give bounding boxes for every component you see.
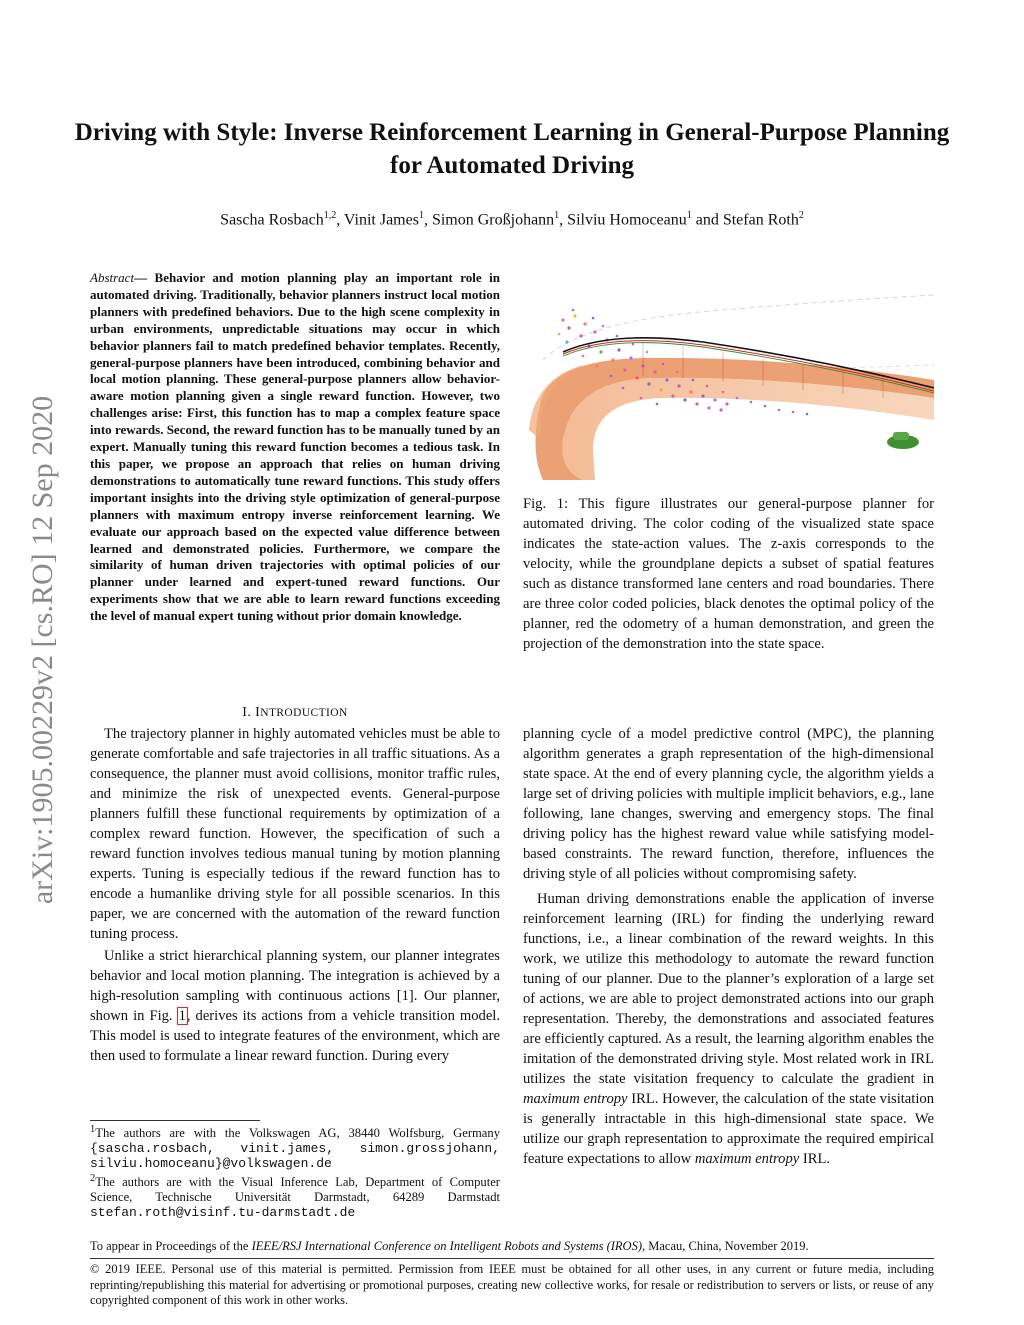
arxiv-sidebar bbox=[18, 330, 68, 970]
publication-notice: To appear in Proceedings of the IEEE/RSJ International Conference on Intelligent Robots and Systems (IROS), Macau, China, November 2019. bbox=[90, 1239, 809, 1253]
abstract bbox=[90, 270, 500, 625]
paragraph: Unlike a strict hierarchical planning system, our planner integrates behavior and local motion planning. The integration is achieved by a high-resolution sampling with continuous actions [1]. Our planner, shown in Fig. 1, derives its actions from a vehicle transition model. This model is used to integrate features of the environment, which are then used to formulate a linear reward function. During every bbox=[90, 948, 500, 1064]
author-list: Sascha Rosbach$^{1,2}$, Vinit James$^1$, Simon Großjohann$^1$, Silviu Homoceanu$^1$ and Stefan Roth$^2$ bbox=[220, 210, 804, 229]
abstract-label: Abstract bbox=[90, 270, 135, 285]
paragraph: planning cycle of a model predictive control (MPC), the planning algorithm generates a graph representation of the high-dimensional state space. At the end of every planning cycle, the algorithm yields a large set of driving policies with multiple implicit behaviors, e.g., lane following, lane changes, swerving and emergency stops. The final driving policy has the highest reward value while satisfying model-based constraints. The reward function, therefore, influences the driving style of all policies without compromising safety. bbox=[523, 726, 934, 882]
email-list: {sascha.rosbach, vinit.james, simon.grossjohann, silviu.homoceanu}@volkswagen.de bbox=[90, 1141, 500, 1172]
email: stefan.roth@visinf.tu-darmstadt.de bbox=[90, 1205, 356, 1221]
paragraph: The trajectory planner in highly automated vehicles must be able to generate comfortable and safe trajectories in all traffic situations. As a consequence, the planner must avoid collisions, monitor traffic rules, and minimize the risk of unexpected events. General-purpose planners fulfill these functional requirements by optimization of a complex reward function. However, the specification of such a reward function involves tedious manual tuning by motion planning experts. Tuning is especially tedious if the reward function has to encode a humanlike driving style for all possible scenarios. In this paper, we are concerned with the automation of the reward function tuning process. bbox=[90, 726, 500, 942]
figure-1-state-space-visualization bbox=[523, 280, 934, 480]
footnotes bbox=[90, 1122, 500, 1220]
road-surface-inner bbox=[562, 378, 934, 480]
footnote: $^1$The authors are with the Volkswagen AG, 38440 Wolfsburg, Germany {sascha.rosbach, vinit.james, simon.grossjohann, silviu.homoceanu}@volkswagen.de bbox=[90, 1124, 500, 1172]
right-column-body bbox=[523, 724, 934, 1169]
figure-1-caption: Fig. 1: This figure illustrates our general-purpose planner for automated driving. The color coding of the visualized state space indicates the state-action values. The z-axis corresponds to the velocity, while the groundplane depicts a subset of spatial features such as distance transformed lane centers and road boundaries. There are three color coded policies, black denotes the optimal policy of the planner, red the odometry of a human demonstration, and green the projection of the demonstration into the state space. bbox=[523, 496, 934, 652]
arxiv-identifier: arXiv:1905.00229v2 [cs.RO] 12 Sep 2020 bbox=[26, 395, 59, 905]
author: Stefan Roth bbox=[722, 211, 799, 229]
footnote-rule bbox=[90, 1120, 260, 1121]
paper-title: Driving with Style: Inverse Reinforcement Learning in General-Purpose Planning for Automated Driving bbox=[74, 119, 950, 179]
ego-vehicle bbox=[887, 432, 919, 449]
figure-reference-link[interactable]: 1 bbox=[178, 1008, 186, 1024]
copyright-notice: © 2019 IEEE. Personal use of this material is permitted. Permission from IEEE must be obtained for all other uses, in any current or future media, including reprinting/republishing this material for advertising or promotional purposes, creating new collective works, for resale or redistribution to servers or lists, or reuse of any copyrighted component of this work in other works. bbox=[90, 1262, 934, 1307]
footnote: $^2$The authors are with the Visual Inference Lab, Department of Computer Science, Technische Universität Darmstadt, 64289 Darmstadt stefan.roth@visinf.tu-darmstadt.de bbox=[90, 1173, 500, 1221]
author: Sascha Rosbach bbox=[220, 211, 324, 229]
section-heading-introduction: I. INTRODUCTION bbox=[242, 705, 348, 720]
author: Silviu Homoceanu bbox=[567, 211, 687, 229]
copyright-rule bbox=[90, 1258, 934, 1259]
paragraph: Human driving demonstrations enable the application of inverse reinforcement learning (IRL) for finding the underlying reward functions, i.e., a linear combination of the reward weights. In this work, we utilize this methodology to automate the reward function tuning of our planner. Due to the planner’s exploration of a large set of actions, we are able to project demonstrated actions into our graph representation. Thereby, the demonstrations and associated features are efficiently captured. As a result, the learning algorithm enables the imitation of the demonstrated driving style. Most related work in IRL utilizes the state visitation frequency to calculate the gradient in maximum entropy IRL. However, the calculation of the state visitation is generally intractable in this high-dimensional state space. We utilize our graph representation to approximate the required empirical feature expectations to allow maximum entropy IRL. bbox=[523, 891, 934, 1167]
abstract-text: — Behavior and motion planning play an important role in automated driving. Traditionally, behavior planners instruct local motion planners with predefined behaviors. Due to the high scene complexity in urban environments, unpredictable situations may occur in which behavior planners fail to match predefined behavior templates. Recently, general-purpose planners have been introduced, combining behavior and local motion planning. These general-purpose planners allow behavior-aware motion planning given a single reward function. However, two challenges arise: First, this function has to map a complex feature space into rewards. Second, the reward function has to be manually tuned by an expert. Manually tuning this reward function becomes a tedious task. In this paper, we propose an approach that relies on human driving demonstrations to automatically tune reward functions. This study offers important insights into the driving style optimization of general-purpose planners with maximum entropy inverse reinforcement learning. We evaluate our approach based on the expected value difference between learned and demonstrated policies. Furthermore, we compare the similarity of human driven trajectories with optimal policies of our planner under learned and expert-tuned reward functions. Our experiments show that we are able to learn reward functions exceeding the level of manual expert tuning without prior domain knowledge. bbox=[90, 270, 500, 624]
author: Simon Großjohann bbox=[431, 211, 555, 229]
introduction-body bbox=[90, 724, 500, 1066]
author: Vinit James bbox=[343, 211, 419, 229]
